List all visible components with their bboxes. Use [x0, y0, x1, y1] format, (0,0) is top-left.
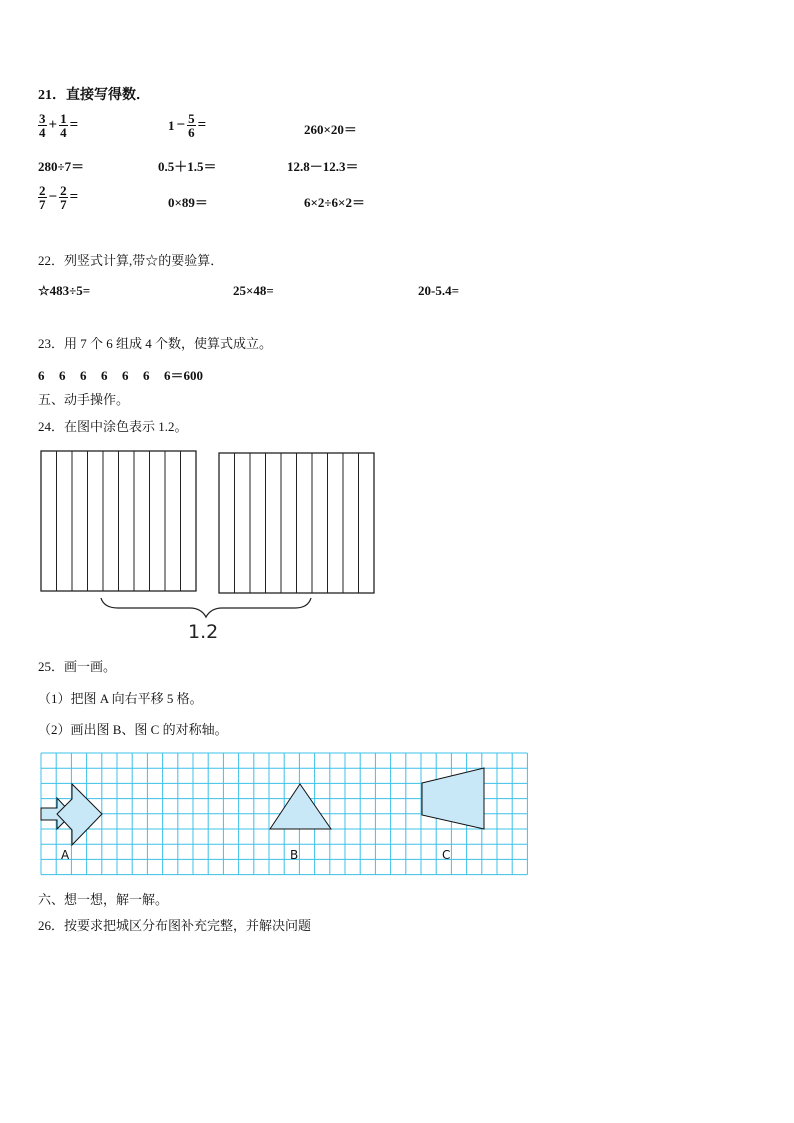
- q24-square-right: [219, 453, 374, 593]
- section6-title: 六、想一想，解一解。: [38, 892, 169, 907]
- q21-expr-0x89: 0×89＝: [168, 195, 208, 210]
- q21-title: 21．直接写得数．: [38, 88, 150, 103]
- shape-c-trapezoid: [422, 768, 484, 829]
- q24-brace: [101, 598, 311, 617]
- shape-b-label: B: [290, 848, 299, 862]
- square-outline: [41, 451, 196, 591]
- q21-expr-mixed: 6×2÷6×2＝: [304, 195, 365, 210]
- q22-item-1: ☆483÷5=: [38, 283, 91, 298]
- q23-title: 23．用 7 个 6 组成 4 个数，使算式成立。: [38, 336, 273, 351]
- q25-sub1: （1）把图 A 向右平移 5 格。: [38, 691, 203, 706]
- square-outline: [219, 453, 374, 593]
- section5-title: 五、动手操作。: [38, 392, 130, 407]
- q21-expr-fraction-sub: $\frac{2}{7}$ − $\frac{2}{7}$ =: [39, 183, 79, 212]
- q25-sub2: （2）画出图 B、图 C 的对称轴。: [38, 722, 228, 737]
- q25-grid: [41, 753, 527, 875]
- q24-label: 1.2: [188, 621, 219, 643]
- shape-b-triangle: [270, 784, 331, 829]
- shape-a-label: A: [61, 848, 70, 862]
- q24-title: 24．在图中涂色表示 1.2。: [38, 419, 188, 434]
- q21-expr-decimal-sub: 12.8－12.3＝: [287, 159, 359, 174]
- shape-c-label: C: [442, 848, 451, 862]
- q21-expr-fraction-add: $\frac{3}{4}$ + $\frac{1}{4}$ =: [39, 111, 79, 140]
- q24-square-left: [41, 451, 196, 591]
- q22-title: 22．列竖式计算,带☆的要验算．: [38, 253, 224, 268]
- q25-title: 25．画一画。: [38, 659, 117, 674]
- q23-digits-row: 6 6 6 6 6 6 6＝600: [38, 368, 204, 383]
- q21-expr-280div7: 280÷7＝: [38, 159, 85, 174]
- q26-title: 26．按要求把城区分布图补充完整，并解决问题: [38, 918, 312, 933]
- shape-a-arrow-head: [57, 784, 102, 845]
- q21-expr-260x20: 260×20＝: [304, 122, 357, 137]
- q22-item-2: 25×48=: [233, 283, 274, 298]
- q22-item-3: 20-5.4=: [418, 283, 459, 298]
- q21-expr-one-minus-fraction: 1 − $\frac{5}{6}$ =: [168, 111, 207, 140]
- shape-a-arrow: [41, 798, 72, 829]
- q21-expr-decimal-add: 0.5＋1.5＝: [158, 159, 217, 174]
